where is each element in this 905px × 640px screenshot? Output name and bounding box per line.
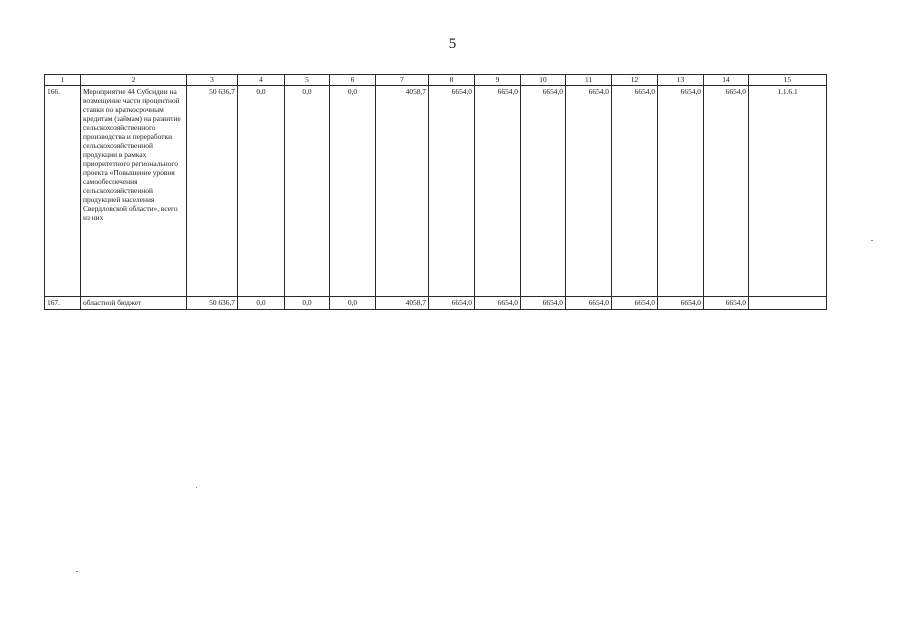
header-cell: 9 <box>475 75 521 86</box>
scan-speck <box>871 240 873 241</box>
header-cell: 1 <box>45 75 81 86</box>
value-cell: 6654,0 <box>566 297 612 310</box>
value-cell: 6654,0 <box>475 86 521 297</box>
value-cell: 6654,0 <box>475 297 521 310</box>
page-number: 5 <box>448 36 457 52</box>
header-cell: 3 <box>187 75 238 86</box>
row-number: 167. <box>45 297 81 310</box>
header-cell: 11 <box>566 75 612 86</box>
value-cell: 4058,7 <box>376 86 429 297</box>
value-cell: 6654,0 <box>704 86 749 297</box>
header-cell: 7 <box>376 75 429 86</box>
value-cell: 0,0 <box>285 86 330 297</box>
value-cell: 6654,0 <box>658 86 704 297</box>
value-cell: 0,0 <box>330 86 376 297</box>
value-cell: 6654,0 <box>566 86 612 297</box>
header-cell: 5 <box>285 75 330 86</box>
scan-speck <box>76 571 78 572</box>
target-indicator-cell: 1.1.6.1 <box>749 86 827 297</box>
value-cell: 4058,7 <box>376 297 429 310</box>
header-cell: 15 <box>749 75 827 86</box>
value-cell: 6654,0 <box>658 297 704 310</box>
value-cell: 6654,0 <box>521 86 566 297</box>
value-cell: 6654,0 <box>429 86 475 297</box>
header-cell: 13 <box>658 75 704 86</box>
header-cell: 2 <box>81 75 187 86</box>
row-description: Мероприятие 44 Субсидии на возмещение части процентной ставки по краткосрочным кредитам (займам) на развитие сельскохозяйственного производства и переработки сельскохозяйственной продукции в рамках приоритетного регионального проекта «Повышение уровня самообеспечения сельскохозяйственной продукцией населения Свердловской области», всего из них <box>81 86 187 297</box>
value-cell: 0,0 <box>238 86 285 297</box>
scan-speck <box>196 487 197 488</box>
row-number: 166. <box>45 86 81 297</box>
header-cell: 6 <box>330 75 376 86</box>
value-cell: 6654,0 <box>612 86 658 297</box>
table-row <box>45 86 827 297</box>
value-cell: 0,0 <box>330 297 376 310</box>
row-description: областной бюджет <box>81 297 187 310</box>
value-cell: 6654,0 <box>521 297 566 310</box>
header-row <box>45 75 827 86</box>
value-cell: 0,0 <box>238 297 285 310</box>
header-cell: 4 <box>238 75 285 86</box>
value-cell: 6654,0 <box>704 297 749 310</box>
table-row <box>45 297 827 310</box>
header-cell: 8 <box>429 75 475 86</box>
target-indicator-cell <box>749 297 827 310</box>
value-cell: 50 636,7 <box>187 297 238 310</box>
value-cell: 6654,0 <box>429 297 475 310</box>
value-cell: 0,0 <box>285 297 330 310</box>
header-cell: 14 <box>704 75 749 86</box>
budget-table <box>44 74 827 310</box>
header-cell: 12 <box>612 75 658 86</box>
value-cell: 50 636,7 <box>187 86 238 297</box>
value-cell: 6654,0 <box>612 297 658 310</box>
header-cell: 10 <box>521 75 566 86</box>
